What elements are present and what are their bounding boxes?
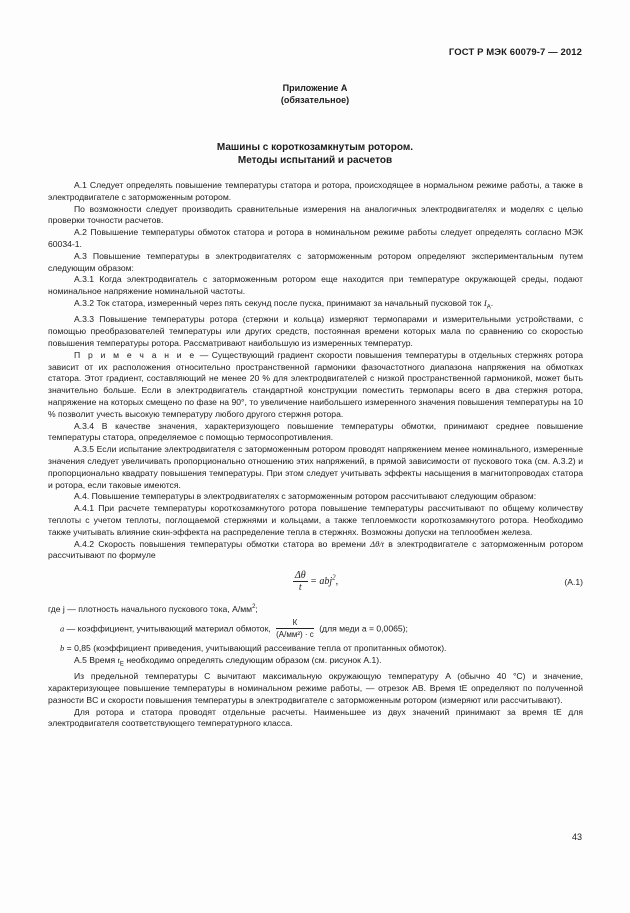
coefficient-a-text: — коэффициент, учитывающий материал обмоток, <box>64 623 271 634</box>
note-paragraph <box>48 350 583 421</box>
paragraph-a32-end: . <box>490 297 494 308</box>
unit-numerator: К <box>276 618 314 629</box>
where-j-exponent: 2 <box>252 604 256 611</box>
where-j-line <box>48 602 583 616</box>
paragraph-a42-start: А.4.2 Скорость повышения температуры обмотки статора во времени <box>74 538 371 549</box>
paragraph-a3: А.3 Повышение температуры в электродвигателях с заторможенным ротором определяют экспериментальным путем следующим образом: <box>48 250 583 273</box>
appendix-heading <box>0 82 630 106</box>
paragraph-a32 <box>48 298 583 315</box>
starting-current-subscript: A <box>486 304 491 311</box>
paragraph-a5-2: Из предельной температуры C вычитают максимальную окружающую температуру A (обычно 40 °С) и значение, характеризующее повышение температуры в номинальном режиме работы, — отрезок AB. Время tE определяют по полученной разности BC и скорости повышения температуры в электродвигателе с заторможенным ротором (измеряют или рассчитывают). <box>48 671 583 705</box>
formula-numerator: Δθ <box>294 570 306 582</box>
formula-exponent: 2 <box>332 573 336 582</box>
time-subscript: E <box>119 661 124 668</box>
unit-denominator: (А/мм²) · с <box>276 629 314 639</box>
time-symbol: t <box>117 654 120 665</box>
paragraph-a34: А.3.4 В качестве значения, характеризующего повышение температуры обмотки, принимают среднее повышение температуры статора, определяемое с помощью термосопротивления. <box>48 420 583 443</box>
coefficient-b-symbol: b <box>60 642 65 653</box>
formula-rhs: = abj <box>307 576 333 588</box>
page-number: 43 <box>571 832 582 842</box>
paragraph-a41: А.4.1 При расчете температуры короткозамкнутого ротора повышение температуры рассчитывают по общему количеству теплоты с учетом теплоты, поглощаемой стержнями и кольцами, а также теплоемкости короткозамкнутого ротора. Необходимо также учитывать влияние скин-эффекта на распределение тепла в стержнях. Возможны допуски на теплообмен железа. <box>48 503 583 537</box>
paragraph-a35: А.3.5 Если испытание электродвигателя с заторможенным ротором проводят напряжением менее номинального, измеренные значения следует увеличивать пропорционально отношению этих напряжений, в прямой зависимости от пускового тока (см. А.3.2) и пропорционально квадрату повышения температуры. При этом следует учитывать эффекты насыщения в магнитопроводах статора и ротора, если таковые имеются. <box>48 444 583 490</box>
paragraph-a31: А.3.1 Когда электродвигатель с заторможенным ротором еще находится при температуре окружающей среды, подают номинальное напряжение номинальной частоты. <box>48 274 583 297</box>
section-title-line1: Машины с короткозамкнутым ротором. <box>216 142 414 153</box>
formula-fraction <box>293 570 308 593</box>
equation-number: (А.1) <box>564 577 583 588</box>
paragraph-a5-text: А.5 Время <box>74 654 118 665</box>
appendix-status: (обязательное) <box>280 95 350 105</box>
paragraph-a2: А.2 Повышение температуры обмоток статора и ротора в номинальном режиме работы следует определять согласно МЭК 60034-1. <box>48 227 583 249</box>
paragraph-a5-3: Для ротора и статора проводят отдельные расчеты. Наименьшее из двух значений принимают за время tE для электродвигателя соответствующего температурного класса. <box>48 706 583 729</box>
formula-a1 <box>48 568 583 598</box>
coefficient-a-symbol: a <box>60 623 65 634</box>
paragraph-a5-end: необходимо определять следующим образом (см. рисунок А.1). <box>123 654 382 665</box>
coefficient-b-text: = 0,85 (коэффициент приведения, учитывающий рассеивание тепла от пропитанных обмоток). <box>64 642 447 653</box>
paragraph-a5 <box>48 655 583 672</box>
paragraph-a33: А.3.3 Повышение температуры ротора (стержни и кольца) измеряют термопарами и измерительными устройствами, с помощью преобразователей температуры или других средств, постоянная времени которых мала по сравнению со скоростью повышения температуры ротора. Рассматривают наибольшую из измеренных температур. <box>48 314 583 349</box>
section-title-line2: Методы испытаний и расчетов <box>237 155 393 166</box>
formula-expression <box>48 570 583 593</box>
coefficient-a-line <box>48 618 583 640</box>
standard-header: ГОСТ Р МЭК 60079-7 — 2012 <box>448 47 582 58</box>
paragraph-a42-end: в электродвигателе с заторможенным ротором рассчитывают по формуле <box>48 538 584 561</box>
note-text: — Существующий градиент скорости повышения температуры в отдельных стержнях ротора зависит от их расположения относительно пространственной гармоники фазочастотного диапазона напряжения на обмотках статора. Этот градиент, составляющий не менее 20 % для электродвигателей с низкой пространственной гармоникой, может быть значительно больше. Если в электродвигатель стандартной конструкции поместить термопары всего в два стержня ротора, напряжение на которых смещено по фазе на 90°, то увеличение наибольшего измеренного значения повышения температуры на 10 % позволит учесть высокую температуру любого другого стержня ротора. <box>48 349 583 419</box>
rate-symbol: Δθ/t <box>370 538 385 549</box>
appendix-title: Приложение А <box>282 83 348 93</box>
paragraph-a32-text: А.3.2 Ток статора, измеренный через пять секунд после пуска, принимают за начальный пусковой ток <box>74 297 484 308</box>
paragraph-a42 <box>48 539 583 563</box>
where-j-end: ; <box>255 604 258 615</box>
section-title <box>0 141 630 167</box>
coefficient-b-line <box>48 643 583 655</box>
coefficient-a-note: (для меди a = 0,0065); <box>319 623 408 634</box>
formula-tail: , <box>335 576 339 588</box>
coefficient-a-unit <box>276 618 314 640</box>
paragraph-a1-possible: По возможности следует производить сравнительные измерения на аналогичных электродвигателях и моделях с целью проверки точности расчетов. <box>48 203 583 226</box>
paragraph-a1: А.1 Следует определять повышение температуры статора и ротора, происходящее в нормальном режиме работы, а также в электродвигателе с заторможенным ротором. <box>48 180 583 202</box>
starting-current-symbol: I <box>483 297 487 308</box>
paragraph-a4: А.4. Повышение температуры в электродвигателях с заторможенным ротором рассчитывают следующим образом: <box>74 491 537 502</box>
formula-denominator: t <box>298 582 302 594</box>
document-body <box>48 180 583 730</box>
where-j-text: где j — плотность начального пускового тока, А/мм <box>48 604 253 615</box>
note-label: П р и м е ч а н и е <box>74 349 197 360</box>
